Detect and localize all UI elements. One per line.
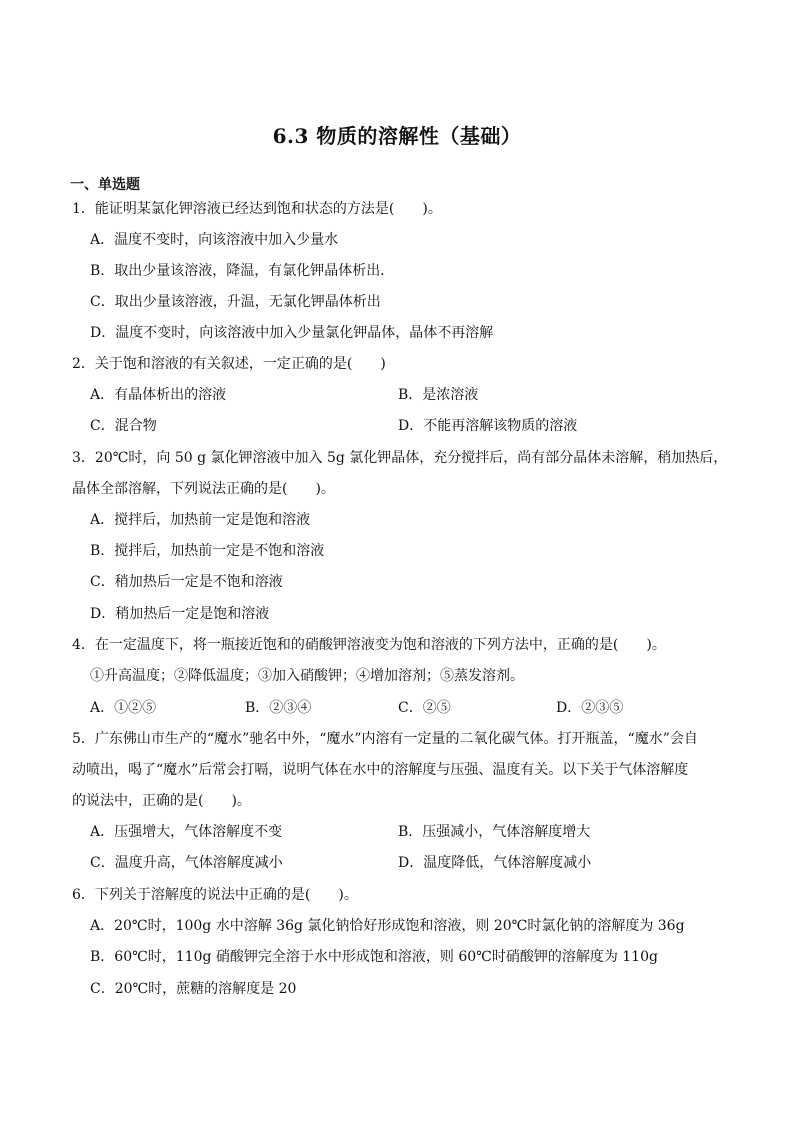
question-1-option-d: D．温度不变时，向该溶液中加入少量氯化钾晶体，晶体不再溶解	[90, 325, 494, 341]
question-2-option-c: C．混合物	[90, 418, 157, 434]
question-2-stem: 2．关于饱和溶液的有关叙述，一定正确的是( )	[72, 356, 386, 372]
question-6-stem: 6．下列关于溶解度的说法中正确的是( )。	[72, 887, 358, 903]
question-3-option-b: B．搅拌后，加热前一定是不饱和溶液	[90, 543, 325, 559]
question-6-option-a: A．20℃时，100g 水中溶解 36g 氯化钠恰好形成饱和溶液，则 20℃时氯化钠的溶解度为 36g	[90, 918, 685, 934]
question-2-option-b: B．是浓溶液	[398, 387, 479, 403]
question-6-option-c: C．20℃时，蔗糖的溶解度是 20	[90, 981, 297, 997]
question-1-option-a: A．温度不变时，向该溶液中加入少量水	[90, 232, 339, 248]
question-3-option-d: D．稍加热后一定是饱和溶液	[90, 606, 270, 622]
question-3-stem-line-2: 晶体全部溶解，下列说法正确的是( )。	[72, 481, 335, 497]
question-5-stem-line-1: 5．广东佛山市生产的“魔水”驰名中外，“魔水”内溶有一定量的二氧化碳气体。打开瓶盖，“魔水”会自	[72, 731, 698, 747]
question-4-option-b: B．②③④	[245, 700, 312, 716]
question-2-option-a: A．有晶体析出的溶液	[90, 387, 227, 403]
question-6-option-b: B．60℃时，110g 硝酸钾完全溶于水中形成饱和溶液，则 60℃时硝酸钾的溶解度为 110g	[90, 949, 658, 965]
question-4-option-c: C．②⑤	[398, 700, 451, 716]
question-5-option-a: A．压强增大，气体溶解度不变	[90, 824, 283, 840]
question-5-stem-line-3: 的说法中，正确的是( )。	[72, 793, 251, 809]
question-4-option-d: D．②③⑤	[556, 700, 624, 716]
question-3-option-a: A．搅拌后，加热前一定是饱和溶液	[90, 512, 311, 528]
question-1-option-c: C．取出少量该溶液，升温，无氯化钾晶体析出	[90, 294, 381, 310]
question-4-stem: 4．在一定温度下，将一瓶接近饱和的硝酸钾溶液变为饱和溶液的下列方法中，正确的是( )。	[72, 637, 666, 653]
question-5-option-d: D．温度降低，气体溶解度减小	[398, 855, 592, 871]
question-5-stem-line-2: 动喷出，喝了“魔水”后常会打嗝，说明气体在水中的溶解度与压强、温度有关。以下关于气体溶解度	[72, 762, 689, 778]
question-4-methods: ①升高温度；②降低温度；③加入硝酸钾；④增加溶剂；⑤蒸发溶剂。	[90, 668, 524, 684]
question-1-option-b: B．取出少量该溶液，降温，有氯化钾晶体析出．	[90, 263, 395, 279]
question-4-option-a: A．①②⑤	[90, 700, 157, 716]
section-heading: 一、单选题	[70, 177, 140, 193]
question-1-stem: 1．能证明某氯化钾溶液已经达到饱和状态的方法是( )。	[72, 201, 442, 217]
question-2-option-d: D．不能再溶解该物质的溶液	[398, 418, 578, 434]
page-title: 6.3 物质的溶解性（基础）	[272, 124, 522, 148]
question-5-option-b: B．压强减小，气体溶解度增大	[398, 824, 591, 840]
question-5-option-c: C．温度升高，气体溶解度减小	[90, 855, 283, 871]
question-3-option-c: C．稍加热后一定是不饱和溶液	[90, 574, 283, 590]
question-3-stem-line-1: 3．20℃时，向 50 g 氯化钾溶液中加入 5g 氯化钾晶体，充分搅拌后，尚有部分晶体未溶解，稍加热后，	[72, 450, 728, 466]
